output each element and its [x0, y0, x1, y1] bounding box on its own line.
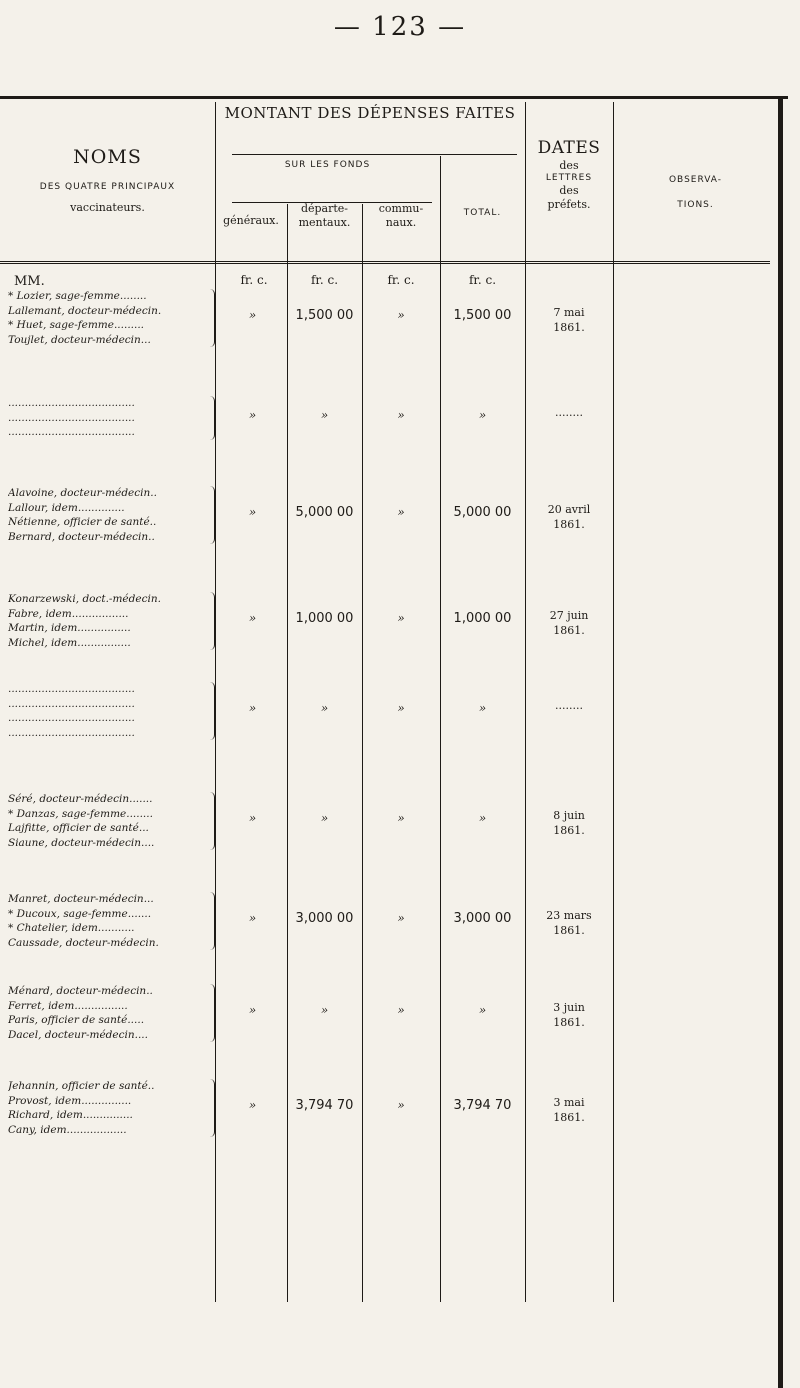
letter-date	[525, 699, 613, 714]
vaccinator-names	[8, 396, 213, 440]
letter-date-year: 1861.	[553, 517, 585, 531]
group-brace	[210, 984, 215, 1042]
amount-generaux: »	[248, 505, 257, 519]
unit-departementaux: fr. c.	[310, 273, 339, 287]
amount-total: »	[478, 1003, 487, 1017]
letter-date-day: ........	[555, 699, 583, 712]
table-row	[0, 984, 778, 1048]
header-sur-fonds: SUR LES FONDS	[284, 160, 371, 170]
letter-date	[525, 609, 613, 639]
header-generaux: généraux.	[223, 214, 279, 227]
letter-date-day: 8 juin	[553, 809, 585, 822]
letter-date-year: 1861.	[553, 623, 585, 637]
unit-total: fr. c.	[468, 273, 497, 287]
letter-date	[525, 1001, 613, 1031]
letter-date-day: 7 mai	[553, 306, 585, 319]
vaccinator-names	[8, 892, 213, 951]
header-obs-2: TIONS.	[677, 200, 714, 211]
group-brace	[210, 792, 215, 850]
amount-departementaux: 3,794 70	[295, 1098, 354, 1113]
header-dates-des2: des	[559, 184, 579, 198]
vaccinator-names	[8, 486, 213, 545]
header-naux: naux.	[385, 215, 417, 229]
amount-departementaux: »	[320, 701, 329, 715]
vaccinator-name: * Danzas, sage-femme........	[8, 807, 153, 820]
vaccinator-names	[8, 984, 213, 1043]
letter-date-day: 20 avril	[547, 503, 591, 516]
vaccinator-name: ......................................	[8, 397, 135, 409]
amount-departementaux: 1,000 00	[295, 611, 354, 626]
amount-communaux: »	[397, 505, 405, 519]
amount-departementaux: 3,000 00	[295, 911, 354, 926]
vaccinator-name: Paris, officier de santé.....	[8, 1014, 145, 1027]
amount-communaux: »	[397, 308, 405, 322]
header-obs-1: OBSERVA-	[668, 175, 723, 185]
mm-label: MM.	[14, 274, 45, 289]
amount-total: 1,500 00	[453, 308, 512, 323]
vaccinator-name: Bernard, docteur-médecin..	[8, 531, 155, 544]
letter-date	[525, 306, 613, 336]
amount-generaux: »	[248, 701, 257, 715]
vaccinator-name: * Ducoux, sage-femme.......	[8, 907, 152, 920]
group-brace	[210, 486, 215, 544]
group-brace	[210, 289, 215, 347]
letter-date	[525, 909, 613, 939]
vaccinator-name: Séré, docteur-médecin.......	[8, 793, 153, 805]
header-total: TOTAL.	[463, 208, 502, 218]
table-row	[0, 289, 778, 353]
header-montant: MONTANT DES DÉPENSES FAITES	[224, 104, 516, 122]
vaccinator-name: Nétienne, officier de santé..	[8, 516, 157, 529]
vaccinator-name: Lallemant, docteur-médecin.	[8, 304, 162, 317]
table-row	[0, 892, 778, 956]
amount-communaux: »	[397, 701, 405, 715]
vaccinator-name: Provost, idem...............	[8, 1094, 132, 1107]
header-commu: commu-	[378, 202, 424, 215]
vaccinator-name: Lajfitte, officier de santé...	[8, 822, 149, 835]
expense-table	[0, 96, 790, 1388]
letter-date	[525, 1096, 613, 1126]
amount-total: 5,000 00	[453, 505, 512, 520]
amount-total: 3,794 70	[453, 1098, 512, 1113]
vaccinator-name: Michel, idem................	[8, 637, 131, 650]
header-mentaux: mentaux.	[298, 215, 351, 229]
page-number: — 123 —	[333, 12, 467, 42]
unit-generaux: fr. c.	[240, 273, 268, 287]
amount-total: 1,000 00	[453, 611, 512, 626]
header-observations	[613, 168, 778, 218]
vaccinator-name: Jehannin, officier de santé..	[8, 1080, 155, 1092]
group-brace	[210, 682, 215, 740]
header-noms-sub2: vaccinateurs.	[70, 201, 145, 214]
letter-date-day: 27 juin	[549, 609, 589, 622]
table-row	[0, 1079, 778, 1151]
vaccinator-name: Siaune, docteur-médecin....	[8, 837, 155, 850]
table-row	[0, 486, 778, 550]
amount-departementaux: »	[320, 811, 329, 825]
vaccinator-name: Caussade, docteur-médecin.	[8, 937, 159, 950]
amount-generaux: »	[248, 911, 257, 925]
letter-date-year: 1861.	[553, 823, 585, 837]
letter-date-day: 3 mai	[553, 1096, 585, 1109]
amount-generaux: »	[248, 811, 257, 825]
header-noms-title: NOMS	[73, 146, 142, 168]
vaccinator-name: ......................................	[8, 697, 135, 710]
letter-date-year: 1861.	[553, 1110, 585, 1124]
header-dates-title: DATES	[537, 138, 601, 158]
letter-date	[525, 809, 613, 839]
amount-communaux: »	[397, 911, 405, 925]
amount-departementaux: 5,000 00	[295, 505, 354, 520]
header-noms	[0, 146, 215, 215]
table-row	[0, 396, 778, 448]
table-right-edge	[778, 96, 783, 1388]
header-departementaux	[287, 202, 362, 230]
vaccinator-name: Cany, idem..................	[8, 1124, 127, 1137]
amount-departementaux: »	[320, 1003, 329, 1017]
group-brace	[210, 892, 215, 950]
letter-date-year: 1861.	[553, 1015, 585, 1029]
group-brace	[210, 592, 215, 650]
vaccinator-name: Ménard, docteur-médecin..	[8, 985, 153, 997]
header-bottom-rule	[0, 261, 770, 264]
amount-communaux: »	[397, 1003, 405, 1017]
letter-date-day: 23 mars	[546, 909, 592, 922]
letter-date	[525, 406, 613, 421]
amount-communaux: »	[397, 408, 405, 422]
header-dates	[525, 138, 613, 212]
amount-total: »	[478, 811, 487, 825]
letter-date-day: ........	[555, 406, 583, 419]
letter-date-year: 1861.	[553, 320, 585, 334]
group-brace	[210, 1079, 215, 1137]
group-brace	[210, 396, 215, 440]
header-communaux	[362, 202, 440, 230]
vaccinator-names	[8, 592, 213, 651]
amount-generaux: »	[248, 1003, 257, 1017]
amount-communaux: »	[397, 611, 405, 625]
amount-generaux: »	[248, 1098, 257, 1112]
header-departe: départe-	[300, 202, 349, 215]
amount-communaux: »	[397, 811, 405, 825]
table-row	[0, 592, 778, 656]
letter-date-year: 1861.	[553, 923, 585, 937]
vaccinator-name: Richard, idem...............	[8, 1109, 133, 1122]
header-noms-sub: DES QUATRE PRINCIPAUX	[39, 181, 176, 192]
vaccinator-name: Fabre, idem.................	[8, 607, 129, 620]
letter-date	[525, 503, 613, 533]
header-dates-lettres: LETTRES	[545, 173, 593, 183]
montant-underline	[232, 154, 517, 155]
vaccinator-name: ......................................	[8, 426, 135, 439]
vaccinator-name: * Lozier, sage-femme........	[8, 290, 147, 302]
amount-generaux: »	[248, 408, 257, 422]
header-dates-prefets: préfets.	[547, 198, 591, 211]
amount-generaux: »	[248, 611, 257, 625]
vaccinator-name: Manret, docteur-médecin...	[8, 893, 154, 905]
amount-departementaux: »	[320, 408, 329, 422]
table-row	[0, 792, 778, 856]
table-row	[0, 682, 778, 752]
vaccinator-name: * Chatelier, idem...........	[8, 922, 135, 935]
vaccinator-name: Alavoine, docteur-médecin..	[8, 487, 157, 499]
vaccinator-name: ......................................	[8, 712, 135, 725]
vaccinator-name: * Huet, sage-femme.........	[8, 319, 145, 332]
vaccinator-name: ......................................	[8, 411, 135, 424]
amount-communaux: »	[397, 1098, 405, 1112]
vaccinator-name: Konarzewski, doct.-médecin.	[8, 593, 161, 605]
table-top-rule	[0, 96, 788, 99]
letter-date-day: 3 juin	[553, 1001, 585, 1014]
vaccinator-name: ......................................	[8, 727, 135, 740]
amount-generaux: »	[248, 308, 257, 322]
amount-total: »	[478, 701, 487, 715]
amount-total: 3,000 00	[453, 911, 512, 926]
vaccinator-names	[8, 1079, 213, 1138]
vaccinator-name: Ferret, idem................	[8, 999, 128, 1012]
amount-departementaux: 1,500 00	[295, 308, 354, 323]
vaccinator-names	[8, 682, 213, 741]
vaccinator-name: Dacel, docteur-médecin....	[8, 1029, 148, 1042]
vaccinator-name: ......................................	[8, 683, 135, 695]
header-dates-des1: des	[559, 159, 579, 173]
vaccinator-names	[8, 289, 213, 348]
vaccinator-names	[8, 792, 213, 851]
vaccinator-name: Martin, idem................	[8, 622, 131, 635]
vaccinator-name: Lallour, idem..............	[8, 501, 125, 514]
amount-total: »	[478, 408, 487, 422]
unit-communaux: fr. c.	[387, 273, 415, 287]
vaccinator-name: Toujlet, docteur-médecin...	[8, 334, 151, 347]
